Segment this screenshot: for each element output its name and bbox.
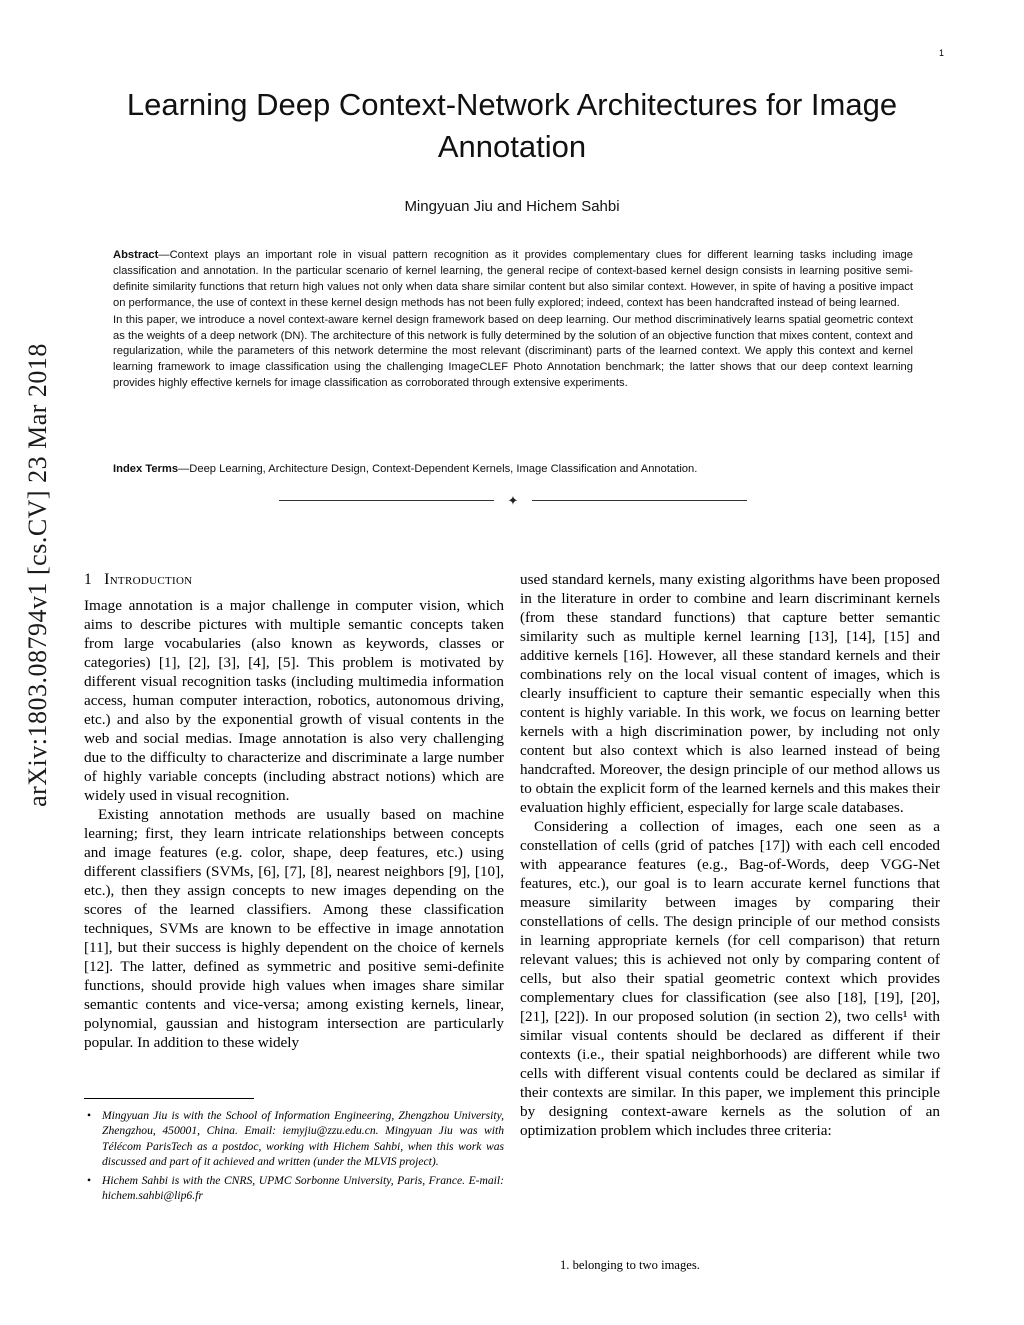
abstract-paragraph-1 (113, 248, 913, 312)
body-column-left (84, 570, 504, 1052)
divider-line-right (532, 500, 747, 501)
paragraph: Image annotation is a major challenge in computer vision, which aims to describe pictures with multiple semantic concepts taken from large vocabularies (also known as keywords, classes or categories) [1], [2], [3], [4], [5]. This problem is motivated by different visual recognition tasks (including multimedia information access, human computer interaction, robotics, autonomous driving, etc.) and also by the exponential growth of visual contents in the web and social medias. Image annotation is also very challenging due to the difficulty to characterize and discriminate a large number of highly variable concepts (including abstract notions) which are widely used in visual recognition. (84, 597, 504, 804)
page-number: 1 (938, 48, 944, 58)
footnote-item: • Hichem Sahbi is with the CNRS, UPMC Sorbonne University, Paris, France. E-mail: hichem.sahbi@lip6.fr (84, 1173, 504, 1204)
body-column-right (520, 570, 940, 1140)
divider-line-left (279, 500, 494, 501)
arxiv-identifier-stamp: arXiv:1803.08794v1 [cs.CV] 23 Mar 2018 (23, 343, 52, 807)
author-footnotes (84, 1108, 504, 1206)
paragraph: Existing annotation methods are usually based on machine learning; first, they learn intricate relationships between concepts and image features (e.g. color, shape, deep features, etc.) using different classifiers (SVMs, [6], [7], [8], nearest neighbors [9], [10], etc.), then they assign concepts to new images depending on the scores of the learned classifiers. Among these classification techniques, SVMs are known to be effective in image annotation [11], but their success is highly dependent on the choice of kernels [12]. The latter, defined as symmetric and positive semi-definite functions, should provide high values when images share similar semantic contents and vice-versa; among existing kernels, linear, polynomial, gaussian and histogram intersection are particularly popular. In addition to these widely (84, 806, 504, 1051)
footnote-separator (84, 1098, 254, 1099)
page-title: Learning Deep Context-Network Architectures for Image Annotation (126, 87, 898, 164)
abstract (113, 248, 913, 392)
section-number: 1 (84, 571, 93, 588)
index-terms (113, 462, 913, 478)
section-heading-introduction (84, 570, 504, 590)
paragraph: Considering a collection of images, each one seen as a constellation of cells (grid of patches [17]) with each cell encoded with appearance features (e.g., Bag-of-Words, deep VGG-Net features, etc.), our goal is to learn accurate kernel functions that measure similarity between images by comparing their constellations of cells. The design principle of our method consists in learning appropriate kernels (for cell comparison) that return relevant values; this is achieved not only by comparing content of cells, but also their spatial geometric context which provides complementary clues for classification (see also [18], [19], [20], [21], [22]). In our proposed solution (in section 2), two cells¹ with similar visual contents should be declared as different if their contexts (i.e., their spatial neighborhoods) are different while two cells with different visual contents could be declared as similar if their contexts are similar. In this paper, we implement this principle by designing context-aware kernels as the solution of an optimization problem which includes three criteria: (520, 818, 940, 1139)
section-divider-ornament (113, 492, 913, 508)
footnote-item: • Mingyuan Jiu is with the School of Information Engineering, Zhengzhou University, Zhengzhou, 450001, China. Email: iemyjiu@zzu.edu.cn. Mingyuan Jiu was with Télécom ParisTech as a postdoc, working with Hichem Sahbi, when this work was discussed and part of it achieved and written (under the MLVIS project). (84, 1108, 504, 1170)
abstract-text-1: —Context plays an important role in visual pattern recognition as it provides complementary clues for different learning tasks including image classification and annotation. In the particular scenario of kernel learning, the general recipe of context-based kernel design consists in learning positive semi-definite similarity functions that return high values not only when data share similar content but also similar context. However, in spite of having a positive impact on performance, the use of context in these kernel design methods has not been fully explored; indeed, context has been handcrafted instead of being learned. (113, 249, 913, 309)
abstract-paragraph-2: In this paper, we introduce a novel context-aware kernel design framework based on deep learning. Our method discriminatively learns spatial geometric context as the weights of a deep network (DN). The architecture of this network is fully determined by the solution of an objective function that mixes content, context and regularization, while the parameters of this network determine the most relevant (discriminant) parts of the learned context. We apply this context and kernel learning framework to image classification using the challenging ImageCLEF Photo Annotation benchmark; the latter shows that our deep context learning provides highly effective kernels for image classification as corroborated through extensive experiments. (113, 313, 913, 390)
section-title: Introduction (104, 571, 193, 588)
paragraph: used standard kernels, many existing algorithms have been proposed in the literature in order to combine and learn discriminant kernels (from these standard functions) that capture better semantic similarity such as multiple kernel learning [13], [14], [15] and additive kernels [16]. However, all these standard kernels and their combinations rely on the local visual content of images, which is clearly insufficient to capture their semantic especially when this content is highly variable. In this work, we focus on learning better kernels with a high discrimination power, by including not only content but also context which is also learned instead of being handcrafted. Moreover, the design principle of our method allows us to obtain the explicit form of the learned kernels and this makes their evaluation highly efficient, especially for large scale databases. (520, 571, 940, 816)
diamond-icon: ✦ (507, 492, 519, 508)
numbered-footnote: 1. belonging to two images. (560, 1258, 700, 1272)
abstract-label: Abstract (113, 249, 159, 261)
index-terms-text: —Deep Learning, Architecture Design, Context-Dependent Kernels, Image Classification and Annotation. (178, 463, 698, 475)
author-list: Mingyuan Jiu and Hichem Sahbi (404, 198, 620, 215)
index-terms-label: Index Terms (113, 463, 179, 475)
